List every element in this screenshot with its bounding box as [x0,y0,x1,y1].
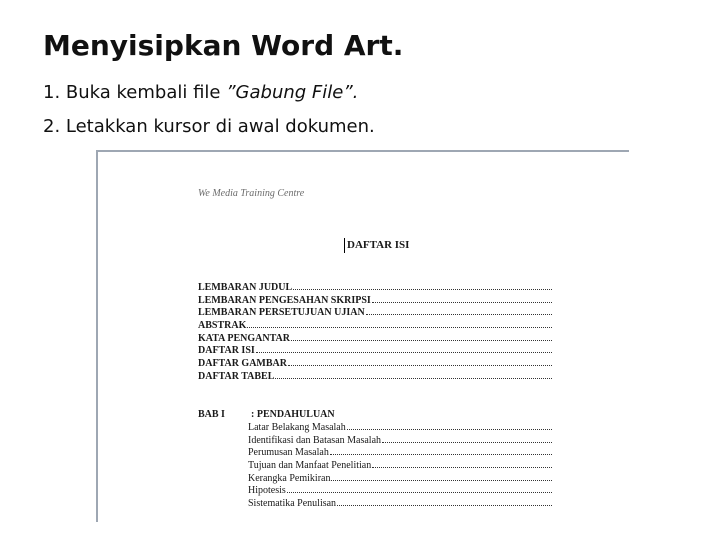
chapter-heading [198,409,552,421]
document-heading: DAFTAR ISI [347,239,410,251]
toc-row [248,484,552,497]
toc-row [198,319,552,332]
toc-leader-dots [291,332,552,341]
step-1-text [43,80,358,106]
toc-label: LEMBARAN PERSETUJUAN UJIAN [198,307,365,319]
toc-row [248,459,552,472]
toc-row [248,446,552,459]
text-cursor [344,238,345,253]
slide-title: Menyisipkan Word Art. [43,29,404,62]
chapter-title: : PENDAHULUAN [251,409,335,420]
toc-label: LEMBARAN PENGESAHAN SKRIPSI [198,294,371,306]
toc-leader-dots [382,434,552,443]
toc-leader-dots [337,497,552,506]
toc-label: Hipotesis [248,485,286,497]
document-header-org: We Media Training Centre [198,188,305,199]
chapter-sections [248,421,552,510]
toc-leader-dots [366,306,552,315]
toc-label: Kerangka Pemikiran [248,472,331,484]
toc-leader-dots [247,319,552,328]
toc-label: Latar Belakang Masalah [248,422,346,433]
toc-row [248,421,552,434]
toc-row [248,472,552,485]
toc-row [248,497,552,510]
toc-row [198,306,552,319]
step-2-text: 2. Letakkan kursor di awal dokumen. [43,116,375,137]
toc-leader-dots [372,294,552,303]
step-1-filename: ”Gabung File”. [226,82,359,103]
toc-row [198,281,552,294]
toc-label: ABSTRAK [198,320,247,332]
toc-leader-dots [287,484,552,493]
toc-label: LEMBARAN JUDUL [198,282,293,293]
toc-leader-dots [275,370,552,379]
toc-row [198,294,552,307]
document-top-edge [96,150,629,152]
toc-row [198,344,552,357]
toc-row [198,357,552,370]
toc-row [198,370,552,383]
toc-label: Perumusan Masalah [248,447,329,459]
toc-row [248,434,552,447]
toc-leader-dots [256,344,552,353]
toc-label: DAFTAR TABEL [198,370,275,382]
step-1-prefix: 1. Buka kembali file [43,82,227,103]
toc-label: Tujuan dan Manfaat Penelitian [248,460,372,472]
toc-label: Identifikasi dan Batasan Masalah [248,434,382,446]
toc-leader-dots [347,421,552,430]
toc-leader-dots [330,446,552,455]
toc-label: DAFTAR GAMBAR [198,358,287,370]
toc-leader-dots [288,357,552,366]
toc-label: KATA PENGANTAR [198,332,290,344]
chapter-number: BAB I [198,409,225,420]
toc-leader-dots [372,459,552,468]
toc-leader-dots [293,281,552,290]
document-screenshot [96,150,629,522]
document-left-edge [96,150,98,522]
toc-label: Sistematika Penulisan [248,498,337,510]
toc-row [198,332,552,345]
table-of-contents [198,281,552,383]
toc-label: DAFTAR ISI [198,345,255,357]
toc-leader-dots [331,472,552,481]
